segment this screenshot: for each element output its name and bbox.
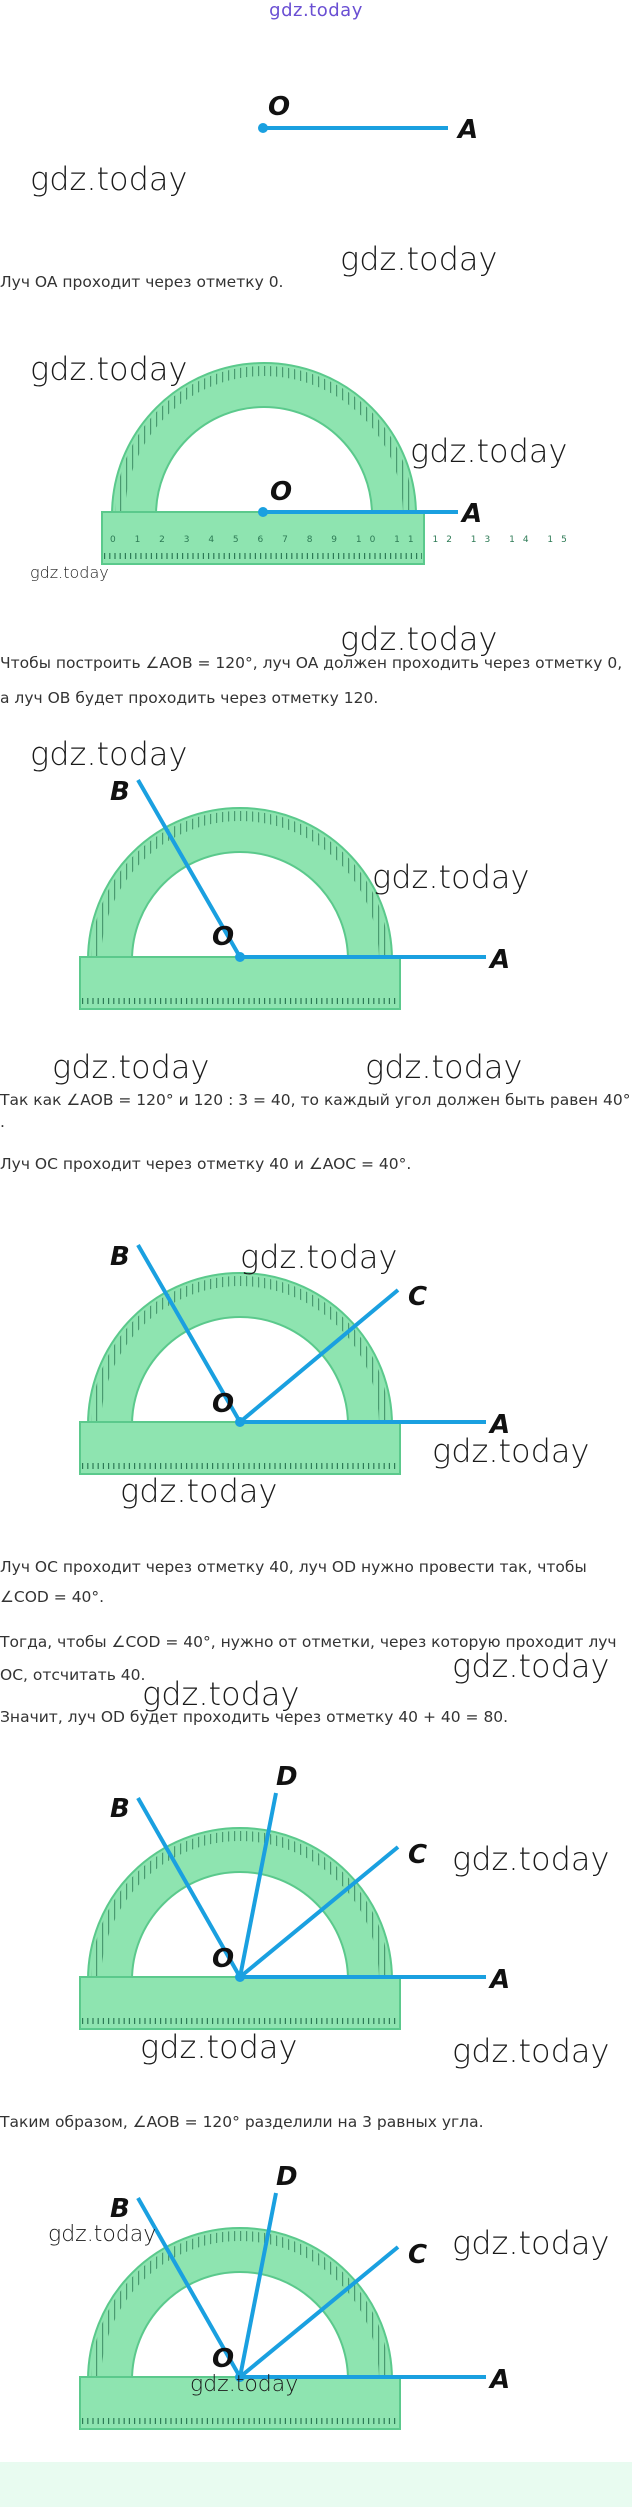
watermark: gdz.today bbox=[190, 2372, 299, 2397]
watermark: gdz.today bbox=[120, 1472, 278, 1510]
solution-step-7: Значит, луч OD будет проходить через отметку 40 + 40 = 80. bbox=[0, 1708, 509, 1726]
svg-text:B: B bbox=[110, 1794, 130, 1824]
svg-text:B: B bbox=[110, 2194, 130, 2224]
solution-step-5a: Луч OC проходит через отметку 40, луч OD нужно провести так, чтобы bbox=[0, 1558, 587, 1576]
watermark: gdz.today bbox=[48, 2222, 157, 2247]
solution-step-3b: . bbox=[0, 1113, 5, 1131]
watermark: gdz.today bbox=[452, 2032, 610, 2070]
watermark: gdz.today bbox=[452, 2224, 610, 2262]
svg-text:D: D bbox=[276, 1762, 298, 1792]
svg-text:O: O bbox=[212, 1389, 235, 1419]
svg-text:C: C bbox=[408, 1840, 428, 1870]
watermark: gdz.today bbox=[372, 858, 530, 896]
svg-text:O: O bbox=[212, 1944, 235, 1974]
watermark: gdz.today bbox=[340, 240, 498, 278]
svg-text:A: A bbox=[490, 1410, 511, 1440]
svg-text:A: A bbox=[490, 2365, 511, 2395]
figure-protractor-aod bbox=[0, 1755, 632, 2055]
watermark: gdz.today bbox=[30, 160, 188, 198]
figure-ray-oa bbox=[0, 80, 632, 160]
svg-text:A: A bbox=[490, 1965, 511, 1995]
svg-text:D: D bbox=[276, 2162, 298, 2192]
solution-conclusion: Таким образом, ∠AOB = 120° разделили на 3 равных угла. bbox=[0, 2113, 484, 2131]
watermark: gdz.today bbox=[30, 735, 188, 773]
watermark: gdz.today bbox=[142, 1675, 300, 1713]
svg-text:B: B bbox=[110, 1242, 130, 1272]
figure-protractor-final bbox=[0, 2155, 632, 2455]
solution-step-4: Луч OC проходит через отметку 40 и ∠AOC = 40°. bbox=[0, 1155, 412, 1173]
watermark: gdz.today bbox=[365, 1048, 523, 1086]
watermark: gdz.today bbox=[52, 1048, 210, 1086]
watermark: gdz.today bbox=[340, 620, 498, 658]
svg-text:O: O bbox=[270, 477, 293, 507]
solution-step-3a: Так как ∠AOB = 120° и 120 : 3 = 40, то каждый угол должен быть равен 40° bbox=[0, 1091, 631, 1109]
solution-step-6b: OC, отсчитать 40. bbox=[0, 1666, 146, 1684]
solution-step-2a: Чтобы построить ∠AOB = 120°, луч OA должен проходить через отметку 0, bbox=[0, 654, 623, 672]
watermark: gdz.today bbox=[452, 1840, 610, 1878]
footer-bar bbox=[0, 2462, 632, 2507]
point-a-label: A bbox=[458, 115, 479, 145]
site-logo[interactable]: gdz.today bbox=[269, 0, 363, 21]
svg-text:O: O bbox=[212, 2344, 235, 2374]
solution-step-5b: ∠COD = 40°. bbox=[0, 1588, 105, 1606]
point-o-label: O bbox=[268, 92, 291, 122]
solution-step-6a: Тогда, чтобы ∠COD = 40°, нужно от отметки, через которую проходит луч bbox=[0, 1633, 617, 1651]
svg-text:A: A bbox=[462, 499, 483, 529]
solution-step-2b: а луч OB будет проходить через отметку 120. bbox=[0, 689, 379, 707]
svg-text:O: O bbox=[212, 922, 235, 952]
watermark: gdz.today bbox=[240, 1238, 398, 1276]
watermark: gdz.today bbox=[140, 2028, 298, 2066]
solution-step-1: Луч OA проходит через отметку 0. bbox=[0, 273, 284, 291]
watermark: gdz.today bbox=[30, 563, 109, 582]
watermark: gdz.today bbox=[432, 1432, 590, 1470]
watermark: gdz.today bbox=[30, 350, 188, 388]
svg-text:A: A bbox=[490, 945, 511, 975]
svg-text:C: C bbox=[408, 2240, 428, 2270]
watermark: gdz.today bbox=[410, 432, 568, 470]
svg-text:0 1 2 3 4 5 6 7 8 9 10 11 12 1: 0 1 2 3 4 5 6 7 8 9 10 11 12 13 14 15 bbox=[110, 535, 575, 545]
svg-text:C: C bbox=[408, 1282, 428, 1312]
watermark: gdz.today bbox=[452, 1647, 610, 1685]
svg-text:B: B bbox=[110, 777, 130, 807]
figure-protractor-aob bbox=[0, 770, 632, 1020]
